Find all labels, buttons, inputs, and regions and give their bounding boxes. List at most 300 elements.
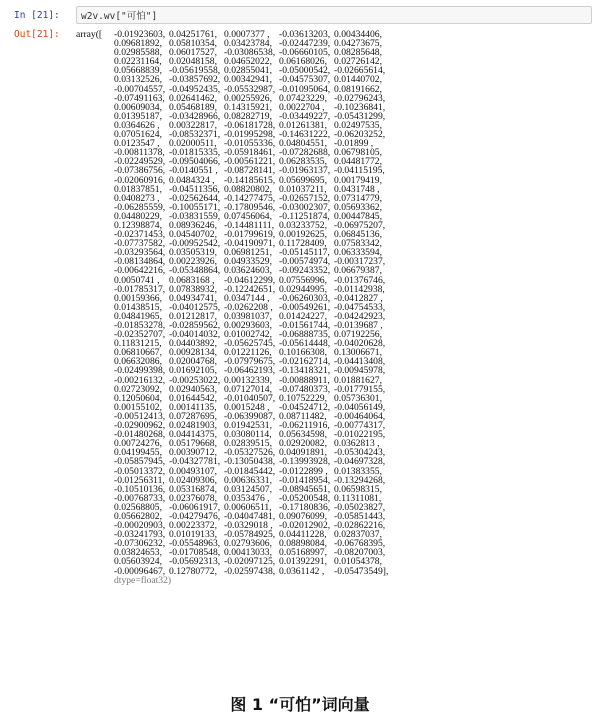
- array-trailing: [76, 576, 592, 585]
- array-value: 0.02004768,: [169, 356, 217, 368]
- array-value: -0.04524712,: [279, 401, 331, 413]
- array-value: -0.03613203,: [279, 29, 331, 40]
- array-value: -0.04047481,: [224, 510, 276, 522]
- row-indent: [76, 557, 114, 566]
- array-value: -0.02499398,: [114, 365, 166, 377]
- array-value: 0.02568805,: [114, 501, 162, 513]
- array-value: 0.0050741 ,: [114, 274, 160, 286]
- array-value: -0.00020903,: [114, 520, 166, 532]
- array-value: -0.05614448,: [279, 338, 331, 350]
- array-value: 0.06798105,: [334, 147, 382, 159]
- array-value: -0.10055171,: [169, 201, 221, 213]
- array-value: 0.0347144 ,: [224, 292, 270, 304]
- array-value: 0.06017527,: [169, 47, 217, 59]
- array-value: 0.01424227,: [279, 310, 327, 322]
- row-indent: [76, 430, 114, 439]
- array-value: 0.02723092,: [114, 383, 162, 395]
- array-value: -0.03293564,: [114, 247, 166, 259]
- array-value: 0.05468189,: [169, 101, 217, 113]
- array-value: -0.05918461,: [224, 147, 276, 159]
- array-value: -0.00774317,: [334, 420, 386, 432]
- array-value: -0.04754533,: [334, 301, 386, 313]
- array-value: -0.13418321,: [279, 365, 331, 377]
- array-value: -0.02371453,: [114, 229, 166, 241]
- array-value: 0.01438515,: [114, 301, 162, 313]
- array-value: 0.11728409,: [279, 238, 327, 250]
- row-indent: [76, 539, 114, 548]
- row-indent: [76, 239, 114, 248]
- array-value: -0.17180836,: [279, 501, 331, 513]
- row-indent: [76, 285, 114, 294]
- array-value: -0.02657152,: [279, 192, 331, 204]
- array-value: 0.04933529,: [224, 256, 272, 268]
- array-value: -0.13993928,: [279, 456, 331, 468]
- array-value: 0.0362813 ,: [334, 438, 380, 450]
- array-value: 0.02920082,: [279, 438, 327, 450]
- array-value: 0.04403892,: [169, 338, 217, 350]
- array-value: 0.02641462,: [169, 92, 217, 104]
- array-value: -0.05000542,: [279, 65, 331, 77]
- array-value: -0.02012902,: [279, 520, 331, 532]
- array-value: -0.04413408,: [334, 356, 386, 368]
- array-value: 0.02497535,: [334, 119, 382, 131]
- array-value: -0.14481111,: [224, 219, 275, 231]
- array-value: 0.05634598,: [279, 429, 327, 441]
- array-value: 0.02940563,: [169, 383, 217, 395]
- array-value: -0.07306232,: [114, 538, 166, 550]
- array-value: -0.01095064,: [279, 83, 331, 95]
- array-value: 0.08898084,: [279, 538, 327, 550]
- row-indent: [76, 412, 114, 421]
- array-value: 0.0408273 ,: [114, 192, 160, 204]
- array-value: -0.01055336,: [224, 138, 276, 150]
- array-value: 0.03423784,: [224, 38, 272, 50]
- array-value: -0.05784925,: [224, 529, 276, 541]
- row-indent: [76, 257, 114, 266]
- array-value: 0.04540702,: [169, 229, 217, 241]
- array-value: 0.03505319,: [169, 247, 217, 259]
- row-indent: [76, 439, 114, 448]
- row-indent: [76, 530, 114, 539]
- array-value: -0.00811378,: [114, 147, 165, 159]
- array-value: 0.00413033,: [224, 547, 272, 559]
- array-value: -0.01963137,: [279, 165, 331, 177]
- array-value: -0.17809546,: [224, 201, 276, 213]
- array-prefix: array([: [76, 29, 103, 40]
- array-value: 0.06333594,: [334, 247, 382, 259]
- row-indent: [76, 230, 114, 239]
- array-value: 0.05736301,: [334, 392, 382, 404]
- array-value: -0.03002307,: [279, 201, 331, 213]
- array-value: -0.0329018 ,: [224, 520, 273, 532]
- array-value: 0.13006671,: [334, 347, 382, 359]
- array-value: 0.06283535,: [279, 156, 327, 168]
- array-value: -0.12242651,: [224, 283, 276, 295]
- array-value: -0.05532987,: [224, 83, 276, 95]
- array-value: -0.07282688,: [279, 147, 331, 159]
- array-value: 0.10166308,: [279, 347, 327, 359]
- array-value: -0.00642216,: [114, 265, 166, 277]
- array-value: -0.06285559,: [114, 201, 166, 213]
- array-value: -0.09243352,: [279, 265, 331, 277]
- row-indent: [76, 494, 114, 503]
- array-value: -0.05013372,: [114, 465, 166, 477]
- array-value: -0.02447239,: [279, 38, 331, 50]
- array-value: 0.0361142 ,: [279, 565, 325, 577]
- array-value: -0.01853278,: [114, 320, 166, 331]
- code-input[interactable]: w2v.wv["可怕"]: [76, 6, 592, 24]
- array-value: 0.08282719,: [224, 110, 272, 122]
- row-indent: [76, 467, 114, 476]
- array-value: 0.03080114,: [224, 429, 272, 441]
- array-value: -0.07979675,: [224, 356, 276, 368]
- array-value: 0.00179419,: [334, 174, 382, 186]
- array-value: 0.12398874,: [114, 219, 162, 231]
- array-value: 0.00928134,: [169, 347, 217, 359]
- array-value: -0.06399087,: [224, 410, 276, 422]
- array-value: -0.03241793,: [114, 529, 166, 541]
- row-indent: [76, 157, 114, 166]
- row-indent: [76, 339, 114, 348]
- array-value: 0.07556996,: [279, 274, 327, 286]
- array-value: 0.03132526,: [114, 74, 162, 86]
- array-value: -0.0122899 ,: [279, 465, 328, 477]
- array-value: -0.04115195,: [334, 165, 385, 177]
- array-value: -0.00512413,: [114, 410, 166, 422]
- array-value: 0.02376078,: [169, 492, 217, 504]
- array-value: -0.06211916,: [279, 420, 330, 432]
- array-value: -0.05431299,: [334, 110, 386, 122]
- array-value: 0.07423229,: [279, 92, 327, 104]
- array-value: -0.05692313,: [169, 556, 221, 568]
- row-indent: [76, 421, 114, 430]
- array-value: -0.05145117,: [279, 247, 330, 259]
- array-value: 0.04273675,: [334, 38, 382, 50]
- array-value: 0.05316874,: [169, 483, 217, 495]
- row-indent: [76, 294, 114, 303]
- array-value: -0.04242923,: [334, 310, 386, 322]
- array-value: -0.01799619,: [224, 229, 276, 241]
- array-value: -0.01899 ,: [334, 138, 374, 150]
- array-value: 0.08711482,: [279, 410, 327, 422]
- input-cell[interactable]: [8, 4, 592, 26]
- array-value: -0.06203252,: [334, 129, 386, 141]
- array-value: -0.0412827 ,: [334, 292, 383, 304]
- array-value: 0.07192256,: [334, 329, 382, 341]
- array-value: -0.09504066,: [169, 156, 221, 168]
- array-value: 0.02839515,: [224, 438, 272, 450]
- array-value: 0.05810354,: [169, 38, 217, 50]
- array-value: 0.03981037,: [224, 310, 272, 322]
- array-value: 0.01837851,: [114, 183, 162, 195]
- array-value: -0.0140551 ,: [169, 165, 218, 177]
- array-value: -0.00096467,: [114, 565, 166, 577]
- array-value: 0.00132339,: [224, 374, 272, 386]
- array-value: 0.00606511,: [224, 501, 272, 513]
- output-prompt: Out[21]:: [14, 29, 60, 40]
- array-value: -0.14631222,: [279, 129, 331, 141]
- array-value: -0.00952542,: [169, 238, 221, 250]
- array-value: 0.02048158,: [169, 56, 217, 68]
- array-value: -0.02097125,: [224, 556, 276, 568]
- array-value: -0.13294268,: [334, 474, 386, 486]
- array-value: 0.00434406,: [334, 29, 382, 40]
- row-indent: [76, 348, 114, 357]
- array-value: -0.07480373,: [279, 383, 331, 395]
- array-value: -0.00464064,: [334, 410, 386, 422]
- array-value: 0.07314779,: [334, 192, 382, 204]
- dtype-text: dtype=float32): [114, 574, 172, 586]
- array-value: -0.01480268,: [114, 429, 166, 441]
- array-value: -0.02162714,: [279, 356, 331, 368]
- array-value: 0.05699695,: [279, 174, 327, 186]
- array-value: -0.00549261,: [279, 301, 331, 313]
- array-value: 0.00322817,: [169, 119, 217, 131]
- array-value: 0.01942531,: [224, 420, 272, 432]
- array-value: -0.05548963,: [169, 538, 221, 550]
- array-value: -0.14185615,: [224, 174, 276, 186]
- array-value: -0.01376746,: [334, 274, 386, 286]
- array-value: 0.12050604,: [114, 392, 162, 404]
- array-value: 0.02231164,: [114, 56, 162, 68]
- array-value: 0.02837037,: [334, 529, 382, 541]
- array-value: -0.06975207,: [334, 219, 386, 231]
- array-value: -0.04056149,: [334, 401, 386, 413]
- array-value: -0.10510136,: [114, 483, 166, 495]
- array-value: 0.02481903,: [169, 420, 217, 432]
- row-indent: [76, 48, 114, 57]
- array-value: -0.00216132,: [114, 374, 166, 386]
- array-value: 0.0123547 ,: [114, 138, 160, 150]
- array-value: 0.10752229,: [279, 392, 327, 404]
- array-value: 0.11311081,: [334, 492, 382, 504]
- array-value: -0.03449227,: [279, 110, 331, 122]
- array-value: 0.02944995,: [279, 283, 327, 295]
- array-value: -0.05857945,: [114, 456, 166, 468]
- array-value: 0.05668839,: [114, 65, 162, 77]
- array-value: 0.01019133,: [169, 529, 217, 541]
- row-indent: [76, 212, 114, 221]
- row-indent: [76, 303, 114, 312]
- array-value: 0.07051624,: [114, 129, 162, 141]
- array-value: -0.03831559,: [169, 210, 221, 222]
- array-value: -0.04697328,: [334, 456, 386, 468]
- array-value: 0.01261381,: [279, 119, 327, 131]
- array-value: 0.04199455,: [114, 447, 162, 459]
- array-value: 0.08820802,: [224, 183, 272, 195]
- array-value: -0.01785317,: [114, 283, 166, 295]
- array-value: -0.00561221,: [224, 156, 276, 168]
- array-value: 0.0683168 ,: [169, 274, 215, 286]
- array-value: 0.04091891,: [279, 447, 327, 459]
- row-indent: [76, 485, 114, 494]
- row-indent: [76, 330, 114, 339]
- array-value: -0.10236841,: [334, 101, 386, 113]
- array-value: 0.01383355,: [334, 465, 382, 477]
- array-value: 0.02409306,: [169, 474, 217, 486]
- row-indent: [76, 403, 114, 412]
- array-value: 0.00223372,: [169, 520, 217, 532]
- array-value: -0.06061917,: [169, 501, 221, 513]
- array-value: -0.08532371,: [169, 129, 221, 141]
- array-value: 0.06810667,: [114, 347, 162, 359]
- array-value: 0.04804551,: [279, 138, 327, 150]
- array-value: -0.00317237,: [334, 256, 386, 268]
- row-indent: [76, 185, 114, 194]
- row-indent: [76, 312, 114, 321]
- array-value: -0.01779155,: [334, 383, 386, 395]
- array-value: 0.05693362,: [334, 201, 382, 213]
- array-value: -0.05473549],: [334, 565, 389, 577]
- array-value: 0.00609034,: [114, 101, 162, 113]
- row-indent: [76, 39, 114, 48]
- row-indent: [76, 576, 114, 585]
- array-value: 0.00223926,: [169, 256, 217, 268]
- array-value: 0.06679387,: [334, 265, 382, 277]
- array-value: 0.07583342,: [334, 238, 382, 250]
- array-value: 0.06845136,: [334, 229, 382, 241]
- array-value: -0.01256311,: [114, 474, 165, 486]
- array-value: -0.05304243,: [334, 447, 386, 459]
- array-value: -0.07386756,: [114, 165, 166, 177]
- array-value: 0.00293603,: [224, 320, 272, 331]
- row-indent: [76, 567, 114, 576]
- array-value: 0.02726142,: [334, 56, 382, 68]
- array-value: 0.02855041,: [224, 65, 272, 77]
- array-value: 0.06632086,: [114, 356, 162, 368]
- array-value: 0.04480229,: [114, 210, 162, 222]
- array-value: 0.01037211,: [279, 183, 327, 195]
- array-value: 0.04652022,: [224, 56, 272, 68]
- row-indent: [76, 248, 114, 257]
- array-value: 0.04934741,: [169, 292, 217, 304]
- row-indent: [76, 394, 114, 403]
- output-cell: [8, 30, 592, 585]
- array-value: -0.08728141,: [224, 165, 276, 177]
- array-value: -0.06768395,: [334, 538, 386, 550]
- array-value: -0.05619558,: [169, 65, 221, 77]
- row-indent: [76, 166, 114, 175]
- array-value: 0.00192625,: [279, 229, 327, 241]
- array-value: 0.14315921,: [224, 101, 272, 113]
- array-value: -0.06181728,: [224, 119, 276, 131]
- array-value: -0.01845442,: [224, 465, 276, 477]
- row-indent: [76, 57, 114, 66]
- array-value: 0.08285648,: [334, 47, 382, 59]
- row-indent: [76, 476, 114, 485]
- array-value: 0.02793606,: [224, 538, 272, 550]
- array-value: 0.11831215,: [114, 338, 162, 350]
- array-value: -0.0262208 ,: [224, 301, 273, 313]
- array-value: -0.03428966,: [169, 110, 221, 122]
- array-value: 0.04411228,: [279, 529, 327, 541]
- array-value: -0.02249529,: [114, 156, 166, 168]
- array-value: -0.08945651,: [279, 483, 331, 495]
- row-indent: [76, 521, 114, 530]
- array-value: 0.01395187,: [114, 110, 162, 122]
- row-indent: [76, 503, 114, 512]
- array-value: 0.0353476 ,: [224, 492, 270, 504]
- array-output: [76, 30, 592, 585]
- array-value: 0.03124507,: [224, 483, 272, 495]
- array-value: 0.03233752,: [279, 219, 327, 231]
- array-value: -0.00888911,: [279, 374, 330, 386]
- row-indent: [76, 121, 114, 130]
- array-value: 0.01392291,: [279, 556, 327, 568]
- array-value: -0.00704557,: [114, 83, 166, 95]
- row-indent: [76, 94, 114, 103]
- array-value: -0.01040507,: [224, 392, 276, 404]
- array-value: 0.0364626 ,: [114, 119, 160, 131]
- row-indent: [76, 112, 114, 121]
- array-value: 0.0007377 ,: [224, 29, 270, 40]
- row-indent: [76, 75, 114, 84]
- array-value: 0.01221126,: [224, 347, 272, 359]
- array-value: 0.09681892,: [114, 38, 162, 50]
- array-value: -0.01142938,: [334, 283, 385, 295]
- array-value: 0.00255926,: [224, 92, 272, 104]
- array-value: -0.01022195,: [334, 429, 386, 441]
- row-indent: [76, 457, 114, 466]
- row-indent: [76, 66, 114, 75]
- array-value: -0.0139687 ,: [334, 320, 383, 331]
- array-value: 0.04414375,: [169, 429, 217, 441]
- row-indent: [76, 203, 114, 212]
- row-indent: [76, 357, 114, 366]
- array-value: 0.00447845,: [334, 210, 382, 222]
- array-value: -0.04952435,: [169, 83, 221, 95]
- array-value: 0.00159366,: [114, 292, 162, 304]
- array-value: -0.00945978,: [334, 365, 386, 377]
- array-value: 0.00636331,: [224, 474, 272, 486]
- array-value: -0.07491163,: [114, 92, 165, 104]
- array-value: -0.01995298,: [224, 129, 276, 141]
- array-value: 0.07127014,: [224, 383, 272, 395]
- array-value: -0.04279476,: [169, 510, 221, 522]
- array-value: -0.00253022,: [169, 374, 221, 386]
- array-value: 0.02985588,: [114, 47, 162, 59]
- array-value: 0.0431748 ,: [334, 183, 380, 195]
- array-value: 0.0015248 ,: [224, 401, 270, 413]
- array-value: -0.03086538,: [224, 47, 276, 59]
- row-indent: [76, 139, 114, 148]
- array-value: -0.04014032,: [169, 329, 221, 341]
- array-value: -0.02862216,: [334, 520, 386, 532]
- array-value: -0.07737582,: [114, 238, 166, 250]
- array-value: -0.05023827,: [334, 501, 386, 513]
- array-value: -0.04612299,: [224, 274, 276, 286]
- array-value: -0.04190971,: [224, 238, 276, 250]
- array-value: -0.04012575,: [169, 301, 221, 313]
- array-value: 0.06981251,: [224, 247, 272, 259]
- array-value: 0.00155102,: [114, 401, 162, 413]
- array-value: -0.02796243,: [334, 92, 386, 104]
- row-indent: [76, 385, 114, 394]
- row-indent: [76, 130, 114, 139]
- array-value: -0.02665614,: [334, 65, 386, 77]
- array-value: 0.00493107,: [169, 465, 217, 477]
- array-value: -0.05348864,: [169, 265, 221, 277]
- array-value: -0.01708548,: [169, 547, 221, 559]
- array-value: 0.07287695,: [169, 410, 217, 422]
- array-value: -0.08134864,: [114, 256, 166, 268]
- row-indent: [76, 548, 114, 557]
- row-indent: [76, 276, 114, 285]
- row-indent: [76, 103, 114, 112]
- row-indent: [76, 376, 114, 385]
- array-value: -0.01418954,: [279, 474, 331, 486]
- array-value: -0.02060916,: [114, 174, 166, 186]
